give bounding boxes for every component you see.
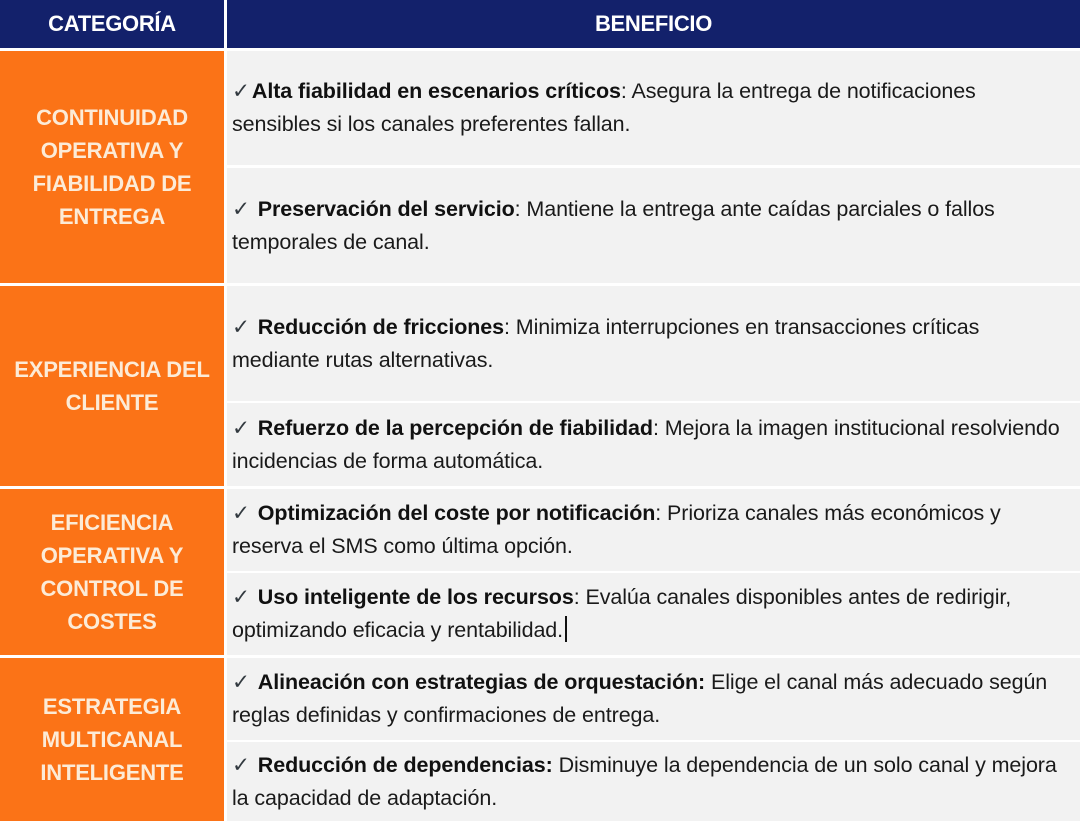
benefit-cell: ✓ Preservación del servicio: Mantiene la entrega ante caídas parciales o fallos temporales de canal. <box>227 168 1080 283</box>
benefit-cell: ✓ Optimización del coste por notificación: Prioriza canales más económicos y reserva el SMS como última opción. <box>227 489 1080 571</box>
benefit-cell: ✓Alta fiabilidad en escenarios críticos: Asegura la entrega de notificaciones sensibles si los canales preferentes fallan. <box>227 51 1080 165</box>
check-icon: ✓ <box>232 585 250 609</box>
category-cell <box>0 286 224 486</box>
category-cell <box>0 51 224 283</box>
benefit-text: Mantiene la entrega ante caídas parciales o fallos temporales de canal. <box>232 196 995 254</box>
check-icon: ✓ <box>232 670 250 694</box>
benefit-text: Mejora la imagen institucional resolviendo incidencias de forma automática. <box>232 415 1060 473</box>
category-label: EFICIENCIA OPERATIVA Y CONTROL DE COSTES <box>40 510 184 634</box>
check-icon: ✓ <box>232 196 250 221</box>
benefit-cell: ✓ Reducción de fricciones: Minimiza interrupciones en transacciones críticas mediante rutas alternativas. <box>227 286 1080 401</box>
check-icon: ✓ <box>232 415 250 440</box>
column-header-benefit: BENEFICIO <box>227 0 1080 48</box>
category-label: EXPERIENCIA DEL CLIENTE <box>14 357 210 415</box>
benefit-title: Reducción de fricciones <box>257 314 505 339</box>
benefit-cell: ✓ Uso inteligente de los recursos: Evalúa canales disponibles antes de redirigir, optimizando eficacia y rentabilidad. <box>227 573 1080 655</box>
check-icon: ✓ <box>232 314 250 339</box>
category-label: ESTRATEGIA MULTICANAL INTELIGENTE <box>40 694 184 785</box>
column-header-category: CATEGORÍA <box>0 0 224 48</box>
benefit-title: Preservación del servicio <box>257 196 515 221</box>
benefit-cell <box>227 742 1080 821</box>
category-label: CONTINUIDAD OPERATIVA Y FIABILIDAD DE ENTREGA <box>32 105 192 229</box>
category-cell <box>0 489 224 655</box>
benefit-text: Prioriza canales más económicos y reserva el SMS como última opción. <box>232 501 1001 558</box>
category-cell <box>0 658 224 821</box>
benefit-title: Alineación con estrategias de orquestación: <box>257 670 706 694</box>
benefit-text: Disminuye la dependencia de un solo canal y mejora la capacidad de adaptación. <box>232 752 1057 810</box>
check-icon: ✓ <box>232 79 250 103</box>
benefit-text: Elige el canal más adecuado según reglas definidas y confirmaciones de entrega. <box>232 670 1048 727</box>
benefit-title: Alta fiabilidad en escenarios críticos <box>251 79 621 103</box>
benefit-text: Minimiza interrupciones en transacciones críticas mediante rutas alternativas. <box>232 314 980 372</box>
benefit-text: Evalúa canales disponibles antes de redirigir, optimizando eficacia y rentabilidad. <box>232 585 1012 642</box>
check-icon: ✓ <box>232 501 250 525</box>
check-icon: ✓ <box>232 752 250 777</box>
benefit-title: Refuerzo de la percepción de fiabilidad <box>257 415 653 440</box>
text-cursor <box>565 616 567 642</box>
benefit-title: Uso inteligente de los recursos <box>257 585 574 609</box>
benefit-cell: ✓ Refuerzo de la percepción de fiabilidad: Mejora la imagen institucional resolviendo incidencias de forma automática. <box>227 403 1080 486</box>
benefit-title: Reducción de dependencias: <box>257 752 553 777</box>
benefit-title: Optimización del coste por notificación <box>257 501 656 525</box>
benefit-text: Asegura la entrega de notificaciones sensibles si los canales preferentes fallan. <box>232 79 976 136</box>
benefit-cell <box>227 658 1080 740</box>
